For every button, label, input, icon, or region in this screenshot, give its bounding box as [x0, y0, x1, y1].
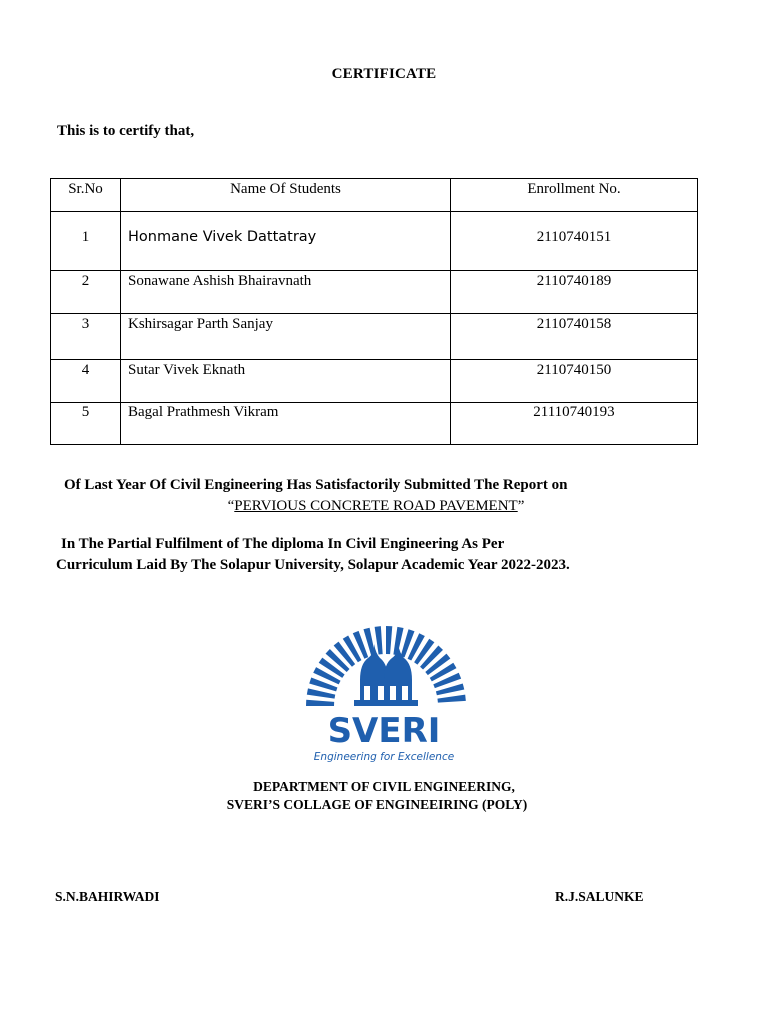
students-table	[50, 178, 698, 445]
row-student-name: Sutar Vivek Eknath	[121, 360, 451, 403]
signatory-right: R.J.SALUNKE	[555, 889, 644, 904]
row-sr-no: 3	[51, 314, 121, 360]
signatory-left: S.N.BAHIRWADI	[55, 889, 160, 904]
project-title: PERVIOUS CONCRETE ROAD PAVEMENT	[234, 498, 518, 514]
sun-ray	[307, 688, 335, 698]
quote-close: ”	[517, 498, 525, 514]
row-student-name	[121, 212, 451, 271]
row-sr-no: 1	[51, 212, 121, 271]
body-line-3: In The Partial Fulfilment of The diploma In Civil Engineering As Per	[61, 536, 505, 552]
row-sr-no: 4	[51, 360, 121, 403]
row-sr-no: 5	[51, 403, 121, 445]
student-name-text: Honmane Vivek Dattatray	[128, 229, 317, 245]
header-name: Name Of Students	[121, 179, 451, 212]
sun-ray	[306, 700, 334, 706]
logo-name: SVERI	[327, 711, 441, 751]
table-row	[51, 314, 698, 360]
row-student-name: Kshirsagar Parth Sanjay	[121, 314, 451, 360]
college-name: SVERI’S COLLAGE OF ENGINEEIRING (POLY)	[226, 797, 528, 812]
body-line-1: Of Last Year Of Civil Engineering Has Satisfactorily Submitted The Report on	[64, 477, 568, 493]
sun-ray	[386, 626, 392, 654]
table-row	[51, 212, 698, 271]
row-student-name: Sonawane Ashish Bhairavnath	[121, 271, 451, 314]
row-enrollment: 21110740193	[451, 403, 698, 445]
sveri-logo	[302, 614, 466, 766]
sun-ray	[437, 695, 465, 703]
row-enrollment: 2110740151	[451, 212, 698, 271]
table-row	[51, 271, 698, 314]
table-row	[51, 360, 698, 403]
row-student-name: Bagal Prathmesh Vikram	[121, 403, 451, 445]
row-enrollment: 2110740150	[451, 360, 698, 403]
project-title-line	[0, 498, 752, 515]
body-line-4: Curriculum Laid By The Solapur University, Solapur Academic Year 2022-2023.	[56, 557, 570, 573]
table-row	[51, 403, 698, 445]
sun-ray	[375, 626, 383, 654]
department-name: DEPARTMENT OF CIVIL ENGINEERING,	[253, 779, 515, 794]
logo-tagline: Engineering for Excellence	[313, 751, 455, 763]
certificate-title: CERTIFICATE	[331, 66, 437, 82]
header-sr-no: Sr.No	[51, 179, 121, 212]
row-sr-no: 2	[51, 271, 121, 314]
row-enrollment: 2110740158	[451, 314, 698, 360]
certify-intro: This is to certify that,	[57, 123, 195, 139]
table-header-row	[51, 179, 698, 212]
quote-open: “	[227, 498, 235, 514]
row-enrollment: 2110740189	[451, 271, 698, 314]
header-enrollment: Enrollment No.	[451, 179, 698, 212]
